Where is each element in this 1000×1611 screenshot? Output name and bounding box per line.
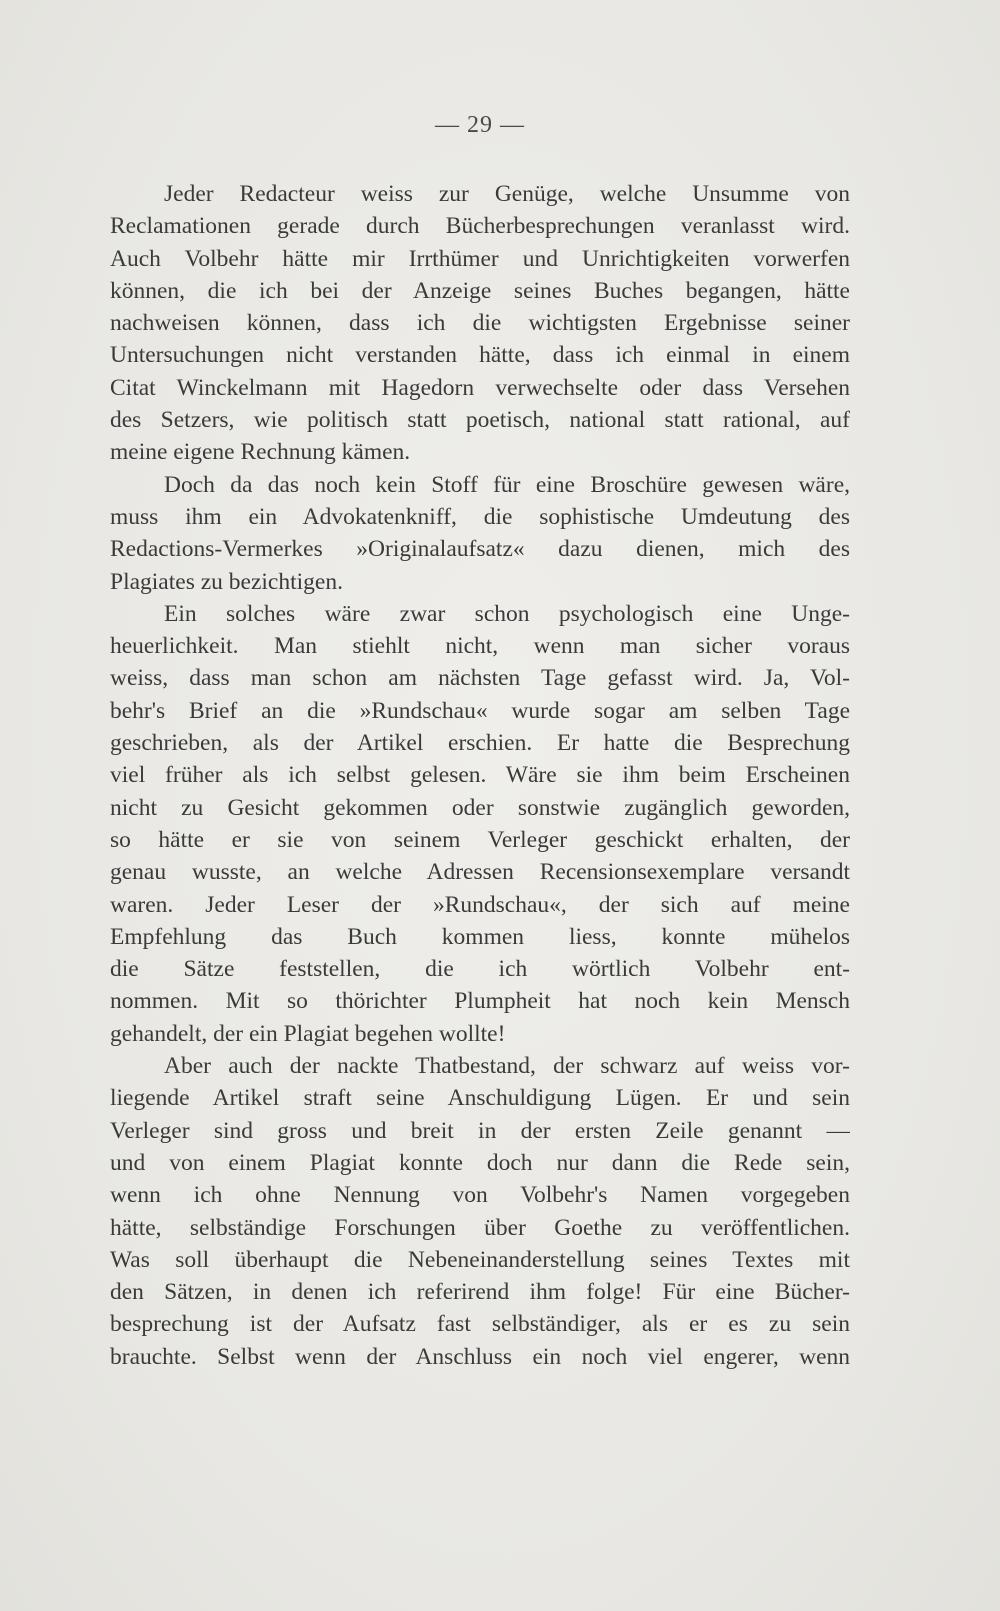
text-line: Citat Winckelmann mit Hagedorn verwechselte oder dass Versehen <box>110 374 850 401</box>
text-line: nicht zu Gesicht gekommen oder sonstwie zugänglich geworden, <box>110 794 850 821</box>
text-line: Plagiates zu bezichtigen. <box>110 568 343 595</box>
text-line: des Setzers, wie politisch statt poetisch, national statt rational, auf <box>110 407 850 434</box>
text-line: Redactions-Vermerkes »Originalaufsatz« dazu dienen, mich des <box>110 536 850 563</box>
text-line: geschrieben, als der Artikel erschien. Er hatte die Besprechung <box>110 730 850 757</box>
text-line: Auch Volbehr hätte mir Irrthümer und Unrichtigkeiten vorwerfen <box>110 245 850 272</box>
text-line: genau wusste, an welche Adressen Recensionsexemplare versandt <box>110 859 850 886</box>
text-line: Ein solches wäre zwar schon psychologisch eine Unge- <box>164 600 850 627</box>
text-line: viel früher als ich selbst gelesen. Wäre sie ihm beim Erscheinen <box>110 762 850 789</box>
body-text <box>110 178 850 1373</box>
text-line: meine eigene Rechnung kämen. <box>110 439 411 466</box>
text-line: behr's Brief an die »Rundschau« wurde sogar am selben Tage <box>110 697 850 724</box>
text-line: nachweisen können, dass ich die wichtigsten Ergebnisse seiner <box>110 310 850 337</box>
text-line: den Sätzen, in denen ich referirend ihm folge! Für eine Bücher- <box>110 1279 850 1306</box>
text-line: brauchte. Selbst wenn der Anschluss ein noch viel engerer, wenn <box>110 1343 850 1370</box>
text-line: weiss, dass man schon am nächsten Tage gefasst wird. Ja, Vol- <box>110 665 850 692</box>
text-line: hätte, selbständige Forschungen über Goethe zu veröffentlichen. <box>110 1214 850 1241</box>
text-line: Was soll überhaupt die Nebeneinanderstellung seines Textes mit <box>110 1246 850 1273</box>
text-line: waren. Jeder Leser der »Rundschau«, der sich auf meine <box>110 891 850 918</box>
text-line: Empfehlung das Buch kommen liess, konnte mühelos <box>110 923 850 950</box>
text-line: Verleger sind gross und breit in der ersten Zeile genannt — <box>110 1117 850 1144</box>
text-line: Reclamationen gerade durch Bücherbesprechungen veranlasst wird. <box>110 213 850 240</box>
page-number: — 29 — <box>435 112 525 138</box>
text-line: wenn ich ohne Nennung von Volbehr's Namen vorgegeben <box>110 1182 850 1209</box>
text-line: können, die ich bei der Anzeige seines Buches begangen, hätte <box>110 277 850 304</box>
text-line: besprechung ist der Aufsatz fast selbständiger, als er es zu sein <box>110 1311 850 1338</box>
text-line: nommen. Mit so thörichter Plumpheit hat noch kein Mensch <box>110 988 850 1015</box>
text-line: Untersuchungen nicht verstanden hätte, dass ich einmal in einem <box>110 342 850 369</box>
text-line: und von einem Plagiat konnte doch nur dann die Rede sein, <box>110 1149 850 1176</box>
text-line: heuerlichkeit. Man stiehlt nicht, wenn man sicher voraus <box>110 633 850 660</box>
text-line: die Sätze feststellen, die ich wörtlich Volbehr ent- <box>110 956 850 983</box>
text-line: Doch da das noch kein Stoff für eine Broschüre gewesen wäre, <box>164 471 850 498</box>
text-line: gehandelt, der ein Plagiat begehen wollte! <box>110 1020 506 1047</box>
text-line: liegende Artikel straft seine Anschuldigung Lügen. Er und sein <box>110 1085 850 1112</box>
text-line: muss ihm ein Advokatenkniff, die sophistische Umdeutung des <box>110 503 850 530</box>
text-line: so hätte er sie von seinem Verleger geschickt erhalten, der <box>110 826 850 853</box>
text-line: Jeder Redacteur weiss zur Genüge, welche Unsumme von <box>164 181 850 207</box>
text-line: Aber auch der nackte Thatbestand, der schwarz auf weiss vor- <box>164 1053 850 1080</box>
